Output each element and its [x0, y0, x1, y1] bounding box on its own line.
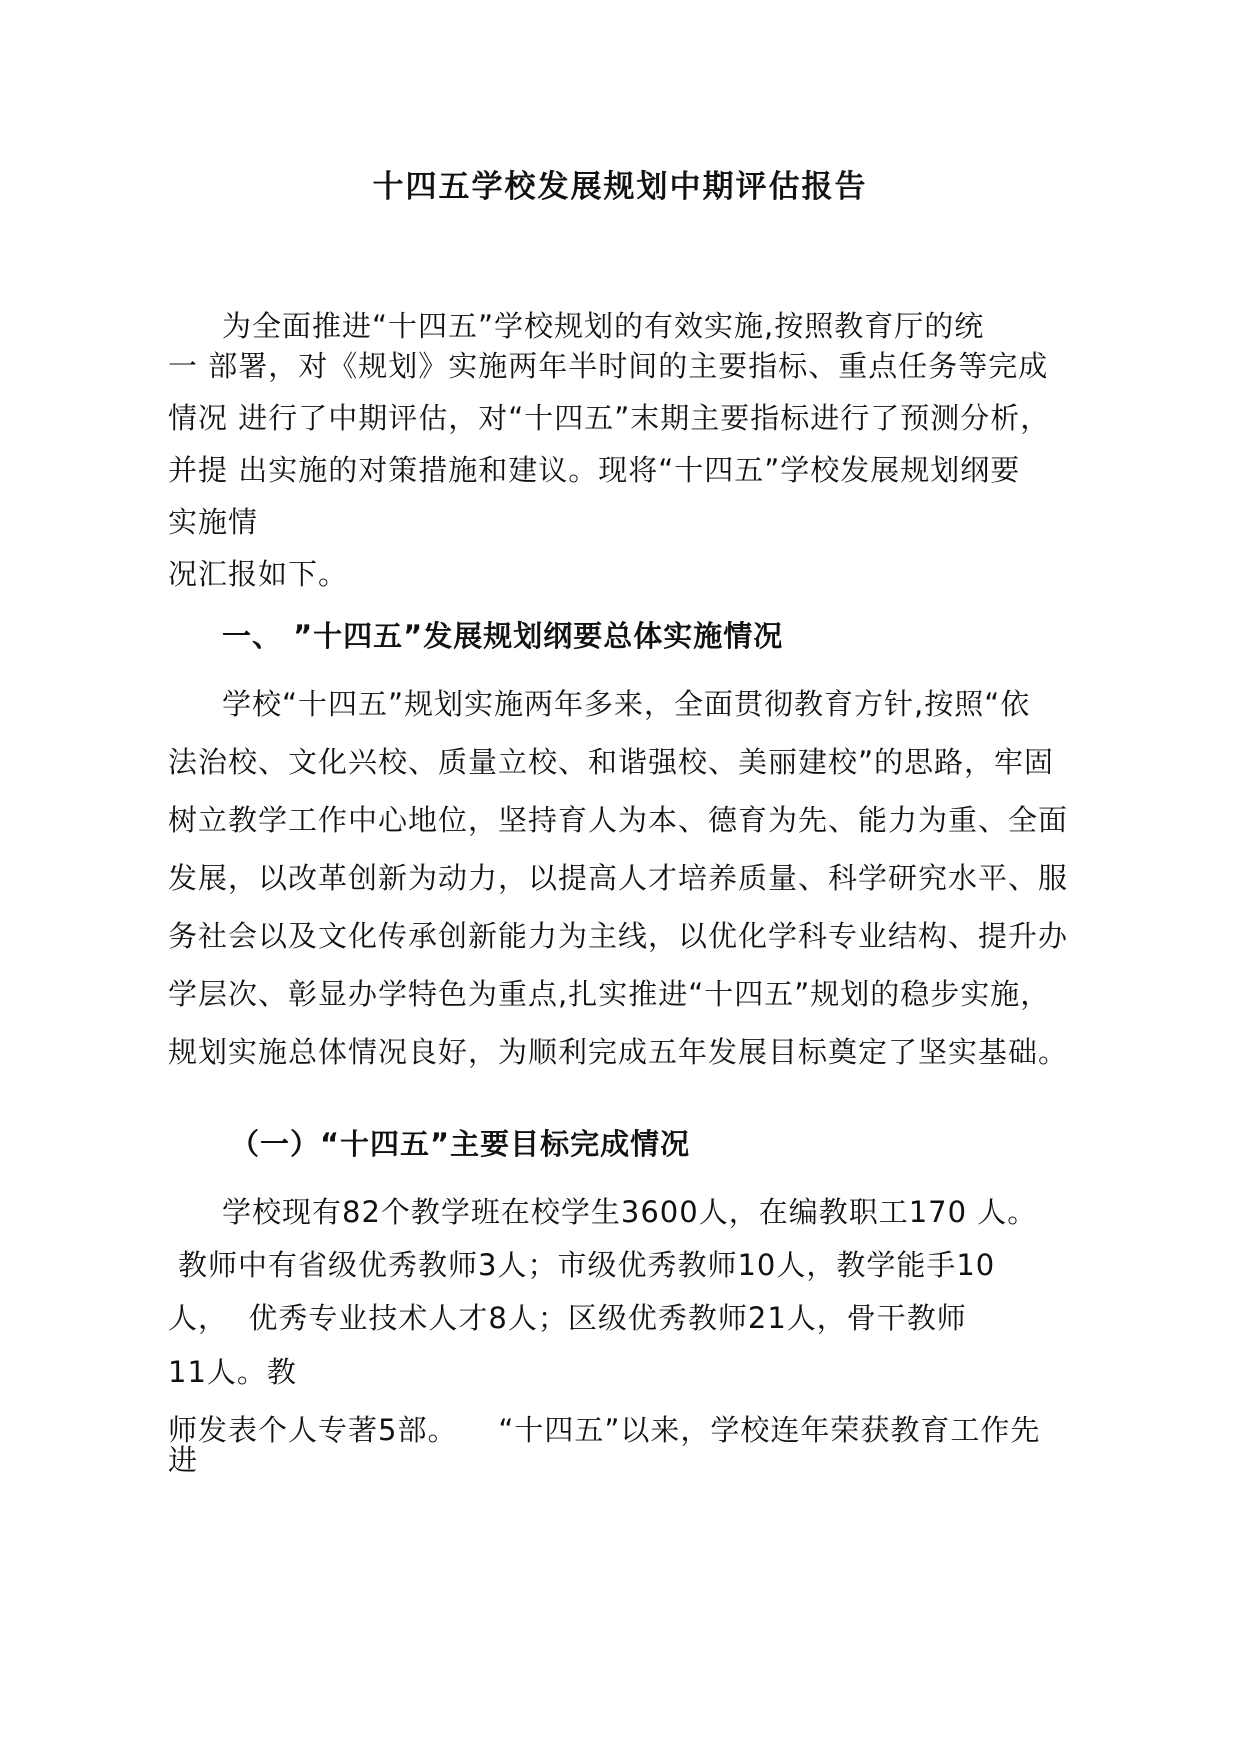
subsection-body-line: 师发表个人专著5部。 “十四五”以来，学校连年荣获教育工作先 — [168, 1413, 1041, 1447]
subsection-heading: （一）“十四五”主要目标完成情况 — [230, 1127, 691, 1161]
subsection-body-line: 教师中有省级优秀教师3人；市级优秀教师10人，教学能手10 — [178, 1248, 996, 1282]
subsection-body-line: 11人。教 — [168, 1355, 297, 1389]
intro-line: 一 部署，对《规划》实施两年半时间的主要指标、重点任务等完成 — [168, 349, 1049, 383]
section-body-line: 发展，以改革创新为动力，以提高人才培养质量、科学研究水平、服 — [168, 861, 1069, 895]
intro-line: 为全面推进“十四五”学校规划的有效实施,按照教育厅的统 — [222, 309, 985, 343]
section-body-line: 规划实施总体情况良好，为顺利完成五年发展目标奠定了坚实基础。 — [168, 1035, 1069, 1069]
document-title: 十四五学校发展规划中期评估报告 — [372, 169, 868, 205]
intro-line: 实施情 — [168, 505, 259, 539]
intro-line: 并提 出实施的对策措施和建议。现将“十四五”学校发展规划纲要 — [168, 453, 1021, 487]
section-body-line: 学校“十四五”规划实施两年多来，全面贯彻教育方针,按照“依 — [222, 687, 1031, 721]
subsection-body-line: 学校现有82个教学班在校学生3600人，在编教职工170 人。 — [222, 1195, 1038, 1229]
subsection-body-line: 进 — [168, 1443, 199, 1477]
subsection-body-line: 人， 优秀专业技术人才8人；区级优秀教师21人，骨干教师 — [168, 1301, 967, 1335]
intro-line: 情况 进行了中期评估，对“十四五”末期主要指标进行了预测分析， — [168, 401, 1051, 435]
section-body-line: 法治校、文化兴校、质量立校、和谐强校、美丽建校”的思路，牢固 — [168, 745, 1055, 779]
section-body-line: 树立教学工作中心地位，坚持育人为本、德育为先、能力为重、全面 — [168, 803, 1069, 837]
section-body-line: 务社会以及文化传承创新能力为主线，以优化学科专业结构、提升办 — [168, 919, 1069, 953]
section-heading: 一、 ”十四五”发展规划纲要总体实施情况 — [222, 619, 784, 653]
section-body-line: 学层次、彰显办学特色为重点,扎实推进“十四五”规划的稳步实施， — [168, 977, 1051, 1011]
intro-line: 况汇报如下。 — [168, 557, 349, 591]
